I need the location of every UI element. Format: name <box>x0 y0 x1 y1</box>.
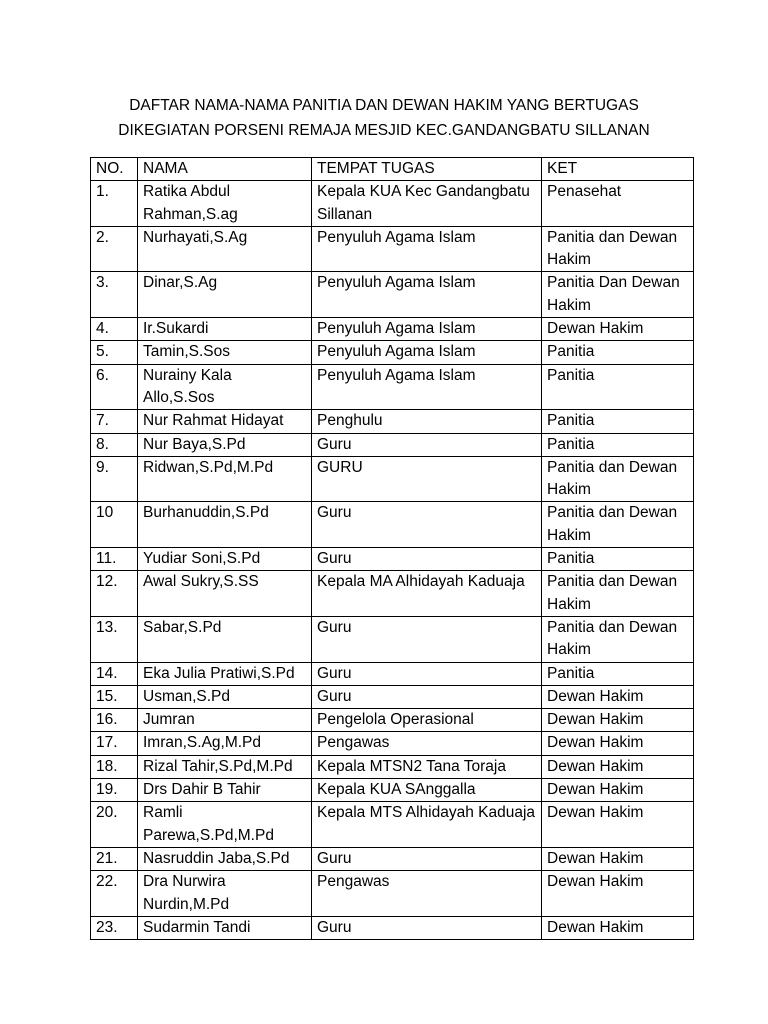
cell-no: 18. <box>91 755 138 778</box>
cell-no: 6. <box>91 364 138 410</box>
cell-ket: Panitia dan Dewan Hakim <box>542 456 694 502</box>
cell-tempat-tugas: Penyuluh Agama Islam <box>312 272 542 318</box>
table-row <box>91 732 694 755</box>
cell-ket: Dewan Hakim <box>542 847 694 870</box>
cell-ket: Dewan Hakim <box>542 318 694 341</box>
cell-tempat-tugas: Penghulu <box>312 410 542 433</box>
cell-no: 7. <box>91 410 138 433</box>
cell-nama: Nurainy Kala Allo,S.Sos <box>138 364 312 410</box>
cell-ket: Penasehat <box>542 181 694 227</box>
cell-tempat-tugas: Guru <box>312 916 542 939</box>
cell-nama: Dinar,S.Ag <box>138 272 312 318</box>
cell-no: 8. <box>91 433 138 456</box>
cell-no: 21. <box>91 847 138 870</box>
cell-ket: Dewan Hakim <box>542 871 694 917</box>
cell-no: 17. <box>91 732 138 755</box>
cell-nama: Dra Nurwira Nurdin,M.Pd <box>138 871 312 917</box>
committee-table <box>90 157 694 940</box>
cell-tempat-tugas: Kepala MTS Alhidayah Kaduaja <box>312 802 542 848</box>
cell-tempat-tugas: Penyuluh Agama Islam <box>312 226 542 272</box>
cell-nama: Sabar,S.Pd <box>138 616 312 662</box>
cell-tempat-tugas: Kepala MTSN2 Tana Toraja <box>312 755 542 778</box>
cell-nama: Rizal Tahir,S.Pd,M.Pd <box>138 755 312 778</box>
cell-nama: Ramli Parewa,S.Pd,M.Pd <box>138 802 312 848</box>
title-line-2: DIKEGIATAN PORSENI REMAJA MESJID KEC.GANDANGBATU SILLANAN <box>118 122 650 139</box>
cell-nama: Nasruddin Jaba,S.Pd <box>138 847 312 870</box>
table-row <box>91 616 694 662</box>
cell-nama: Nur Baya,S.Pd <box>138 433 312 456</box>
cell-tempat-tugas: GURU <box>312 456 542 502</box>
cell-ket: Dewan Hakim <box>542 802 694 848</box>
cell-tempat-tugas: Penyuluh Agama Islam <box>312 341 542 364</box>
table-row <box>91 318 694 341</box>
cell-tempat-tugas: Guru <box>312 433 542 456</box>
header-no: NO. <box>91 158 138 181</box>
cell-nama: Jumran <box>138 709 312 732</box>
cell-no: 5. <box>91 341 138 364</box>
table-row <box>91 871 694 917</box>
cell-tempat-tugas: Guru <box>312 616 542 662</box>
table-row <box>91 548 694 571</box>
table-row <box>91 685 694 708</box>
cell-nama: Awal Sukry,S.SS <box>138 571 312 617</box>
table-row <box>91 802 694 848</box>
table-row <box>91 341 694 364</box>
table-row <box>91 779 694 802</box>
cell-no: 16. <box>91 709 138 732</box>
table-row <box>91 272 694 318</box>
cell-nama: Sudarmin Tandi <box>138 916 312 939</box>
cell-nama: Nurhayati,S.Ag <box>138 226 312 272</box>
table-header-row <box>91 158 694 181</box>
document-title <box>0 93 768 143</box>
cell-ket: Panitia dan Dewan Hakim <box>542 616 694 662</box>
cell-tempat-tugas: Pengawas <box>312 732 542 755</box>
table-row <box>91 571 694 617</box>
cell-ket: Panitia <box>542 433 694 456</box>
cell-ket: Dewan Hakim <box>542 916 694 939</box>
cell-ket: Dewan Hakim <box>542 685 694 708</box>
table-row <box>91 364 694 410</box>
cell-ket: Panitia <box>542 410 694 433</box>
cell-no: 9. <box>91 456 138 502</box>
title-line-1: DAFTAR NAMA-NAMA PANITIA DAN DEWAN HAKIM YANG BERTUGAS <box>129 97 639 114</box>
cell-nama: Burhanuddin,S.Pd <box>138 502 312 548</box>
cell-no: 12. <box>91 571 138 617</box>
table-row <box>91 433 694 456</box>
cell-ket: Dewan Hakim <box>542 709 694 732</box>
table-row <box>91 181 694 227</box>
cell-ket: Panitia <box>542 364 694 410</box>
cell-tempat-tugas: Guru <box>312 685 542 708</box>
cell-no: 22. <box>91 871 138 917</box>
cell-no: 19. <box>91 779 138 802</box>
table-row <box>91 755 694 778</box>
cell-no: 4. <box>91 318 138 341</box>
table-row <box>91 916 694 939</box>
cell-tempat-tugas: Penyuluh Agama Islam <box>312 364 542 410</box>
cell-ket: Panitia <box>542 341 694 364</box>
cell-tempat-tugas: Kepala KUA Kec Gandangbatu Sillanan <box>312 181 542 227</box>
cell-ket: Dewan Hakim <box>542 732 694 755</box>
cell-nama: Usman,S.Pd <box>138 685 312 708</box>
cell-no: 1. <box>91 181 138 227</box>
table-row <box>91 709 694 732</box>
cell-tempat-tugas: Kepala MA Alhidayah Kaduaja <box>312 571 542 617</box>
cell-tempat-tugas: Kepala KUA SAnggalla <box>312 779 542 802</box>
header-nama: NAMA <box>138 158 312 181</box>
cell-tempat-tugas: Pengelola Operasional <box>312 709 542 732</box>
table-row <box>91 410 694 433</box>
cell-ket: Dewan Hakim <box>542 779 694 802</box>
cell-nama: Drs Dahir B Tahir <box>138 779 312 802</box>
cell-no: 10 <box>91 502 138 548</box>
cell-no: 15. <box>91 685 138 708</box>
cell-ket: Panitia dan Dewan Hakim <box>542 502 694 548</box>
cell-no: 3. <box>91 272 138 318</box>
cell-nama: Nur Rahmat Hidayat <box>138 410 312 433</box>
cell-tempat-tugas: Guru <box>312 502 542 548</box>
table-row <box>91 502 694 548</box>
table-row <box>91 226 694 272</box>
cell-ket: Dewan Hakim <box>542 755 694 778</box>
table-row <box>91 662 694 685</box>
cell-ket: Panitia dan Dewan Hakim <box>542 226 694 272</box>
cell-tempat-tugas: Guru <box>312 847 542 870</box>
cell-ket: Panitia Dan Dewan Hakim <box>542 272 694 318</box>
cell-no: 20. <box>91 802 138 848</box>
cell-tempat-tugas: Pengawas <box>312 871 542 917</box>
cell-ket: Panitia dan Dewan Hakim <box>542 571 694 617</box>
cell-ket: Panitia <box>542 662 694 685</box>
cell-nama: Ir.Sukardi <box>138 318 312 341</box>
cell-no: 11. <box>91 548 138 571</box>
header-tempat-tugas: TEMPAT TUGAS <box>312 158 542 181</box>
cell-tempat-tugas: Penyuluh Agama Islam <box>312 318 542 341</box>
cell-tempat-tugas: Guru <box>312 548 542 571</box>
cell-nama: Tamin,S.Sos <box>138 341 312 364</box>
cell-nama: Ridwan,S.Pd,M.Pd <box>138 456 312 502</box>
cell-no: 14. <box>91 662 138 685</box>
cell-nama: Yudiar Soni,S.Pd <box>138 548 312 571</box>
table-row <box>91 456 694 502</box>
cell-tempat-tugas: Guru <box>312 662 542 685</box>
cell-nama: Imran,S.Ag,M.Pd <box>138 732 312 755</box>
cell-no: 2. <box>91 226 138 272</box>
cell-ket: Panitia <box>542 548 694 571</box>
cell-no: 23. <box>91 916 138 939</box>
cell-nama: Ratika Abdul Rahman,S.ag <box>138 181 312 227</box>
cell-no: 13. <box>91 616 138 662</box>
table-row <box>91 847 694 870</box>
cell-nama: Eka Julia Pratiwi,S.Pd <box>138 662 312 685</box>
header-ket: KET <box>542 158 694 181</box>
